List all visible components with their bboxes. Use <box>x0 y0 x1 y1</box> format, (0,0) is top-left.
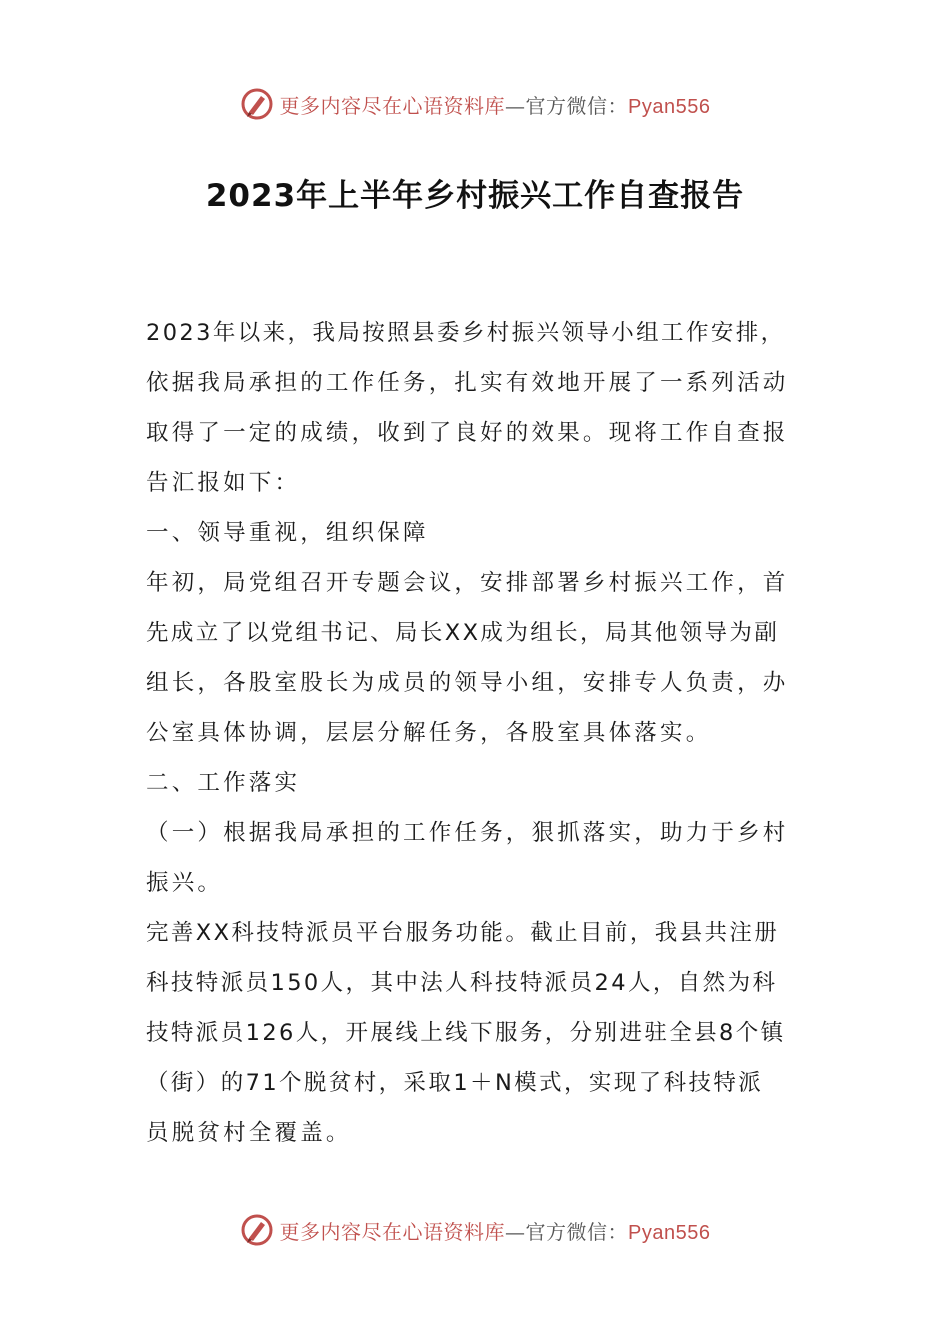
subsection-heading: （一）根据我局承担的工作任务，狠抓落实，助力于乡村 <box>146 820 789 846</box>
section-heading: 二、工作落实 <box>146 770 301 796</box>
body-line: 组长，各股室股长为成员的领导小组，安排专人负责，办 <box>146 670 789 696</box>
section-heading: 一、领导重视，组织保障 <box>146 520 429 546</box>
body-line: 2023年以来，我局按照县委乡村振兴领导小组工作安排， <box>146 320 786 346</box>
pen-logo-icon <box>240 1213 274 1247</box>
body-line: 公室具体协调，层层分解任务，各股室具体落实。 <box>146 720 712 746</box>
body-line: （街）的71个脱贫村，采取1＋N模式，实现了科技特派 <box>146 1070 764 1096</box>
document-body <box>146 308 806 1158</box>
body-line: 年初，局党组召开专题会议，安排部署乡村振兴工作，首 <box>146 570 789 596</box>
body-line: 技特派员126人，开展线上线下服务，分别进驻全县8个镇 <box>146 1020 786 1046</box>
body-line: 振兴。 <box>146 870 224 896</box>
footer-watermark <box>0 1206 950 1254</box>
pen-logo-icon <box>240 87 274 121</box>
body-line: 取得了一定的成绩，收到了良好的效果。现将工作自查报 <box>146 420 789 446</box>
document-title: 2023年上半年乡村振兴工作自查报告 <box>205 178 745 214</box>
body-line: 告汇报如下： <box>146 470 301 496</box>
body-line: 先成立了以党组书记、局长XX成为组长，局其他领导为副 <box>146 620 780 646</box>
body-line: 员脱贫村全覆盖。 <box>146 1120 352 1146</box>
watermark-text: 更多内容尽在心语资料库—官方微信：Pyan556 <box>279 1219 711 1244</box>
body-line: 科技特派员150人，其中法人科技特派员24人，自然为科 <box>146 970 778 996</box>
body-line: 依据我局承担的工作任务，扎实有效地开展了一系列活动 <box>146 370 789 396</box>
header-watermark <box>0 80 950 128</box>
body-line: 完善XX科技特派员平台服务功能。截止目前，我县共注册 <box>146 920 780 946</box>
watermark-text: 更多内容尽在心语资料库—官方微信：Pyan556 <box>279 93 711 118</box>
